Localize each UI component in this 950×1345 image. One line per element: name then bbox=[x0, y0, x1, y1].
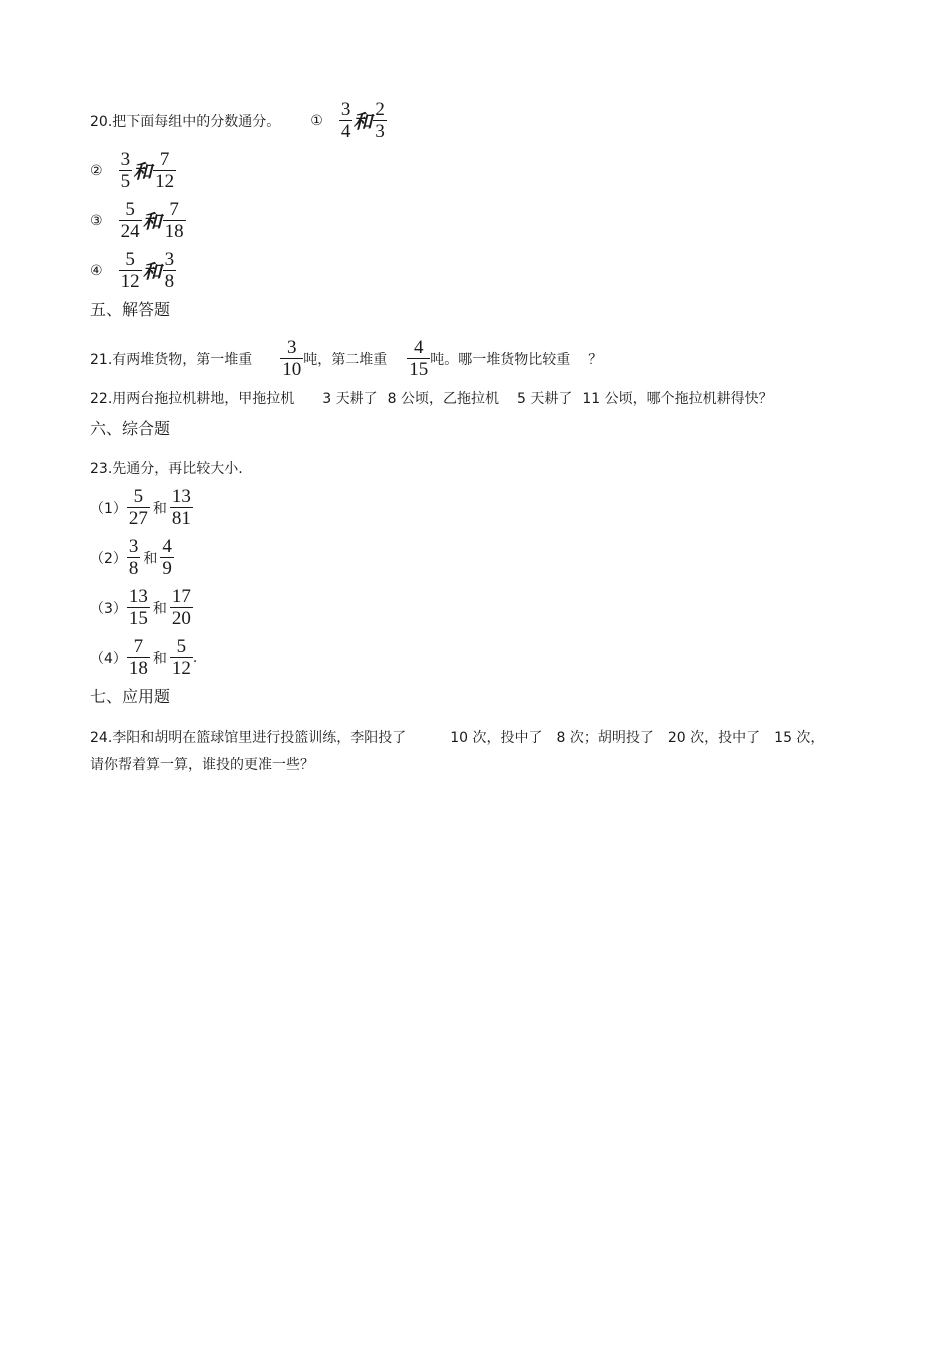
fraction: $\frac{3}{8}$ bbox=[164, 249, 175, 292]
q23-item3-label: （3） bbox=[90, 600, 127, 617]
q24-p5: 15 次， bbox=[774, 730, 825, 746]
q21-part1: 21.有两堆货物，第一堆重 bbox=[90, 351, 253, 368]
q24-p3: 8 次；胡明投了 bbox=[556, 730, 654, 746]
fraction: $\frac{4}{15}$ bbox=[409, 337, 429, 380]
q24-p4: 20 次，投中了 bbox=[667, 730, 761, 746]
he-word: 和 bbox=[142, 211, 162, 233]
q24-line1 bbox=[90, 727, 824, 747]
q23-item2-label: （2） bbox=[90, 550, 127, 567]
q23-item3 bbox=[90, 587, 193, 628]
q23-item1 bbox=[90, 487, 193, 528]
q23-item1-label: （1） bbox=[90, 500, 127, 517]
q21-part2: 吨，第二堆重 bbox=[303, 351, 388, 368]
fraction: $\frac{3}{4}$ bbox=[340, 99, 351, 142]
q23-item4-end: . bbox=[192, 649, 198, 666]
q20-row bbox=[90, 100, 387, 141]
fraction: $\frac{7}{12}$ bbox=[155, 149, 175, 192]
fraction: $\frac{7}{18}$ bbox=[164, 199, 184, 242]
q23-item4-label: （4） bbox=[90, 650, 127, 667]
q24-p2: 10 次，投中了 bbox=[450, 730, 543, 746]
section-heading-6: 六、综合题 bbox=[90, 419, 171, 438]
q22-p1: 22.用两台拖拉机耕地，甲拖拉机 bbox=[90, 391, 295, 407]
he-word: 和 bbox=[152, 600, 167, 617]
fraction: $\frac{3}{10}$ bbox=[282, 337, 302, 380]
q23-item2 bbox=[90, 537, 174, 578]
q23-item4 bbox=[90, 637, 197, 678]
he-word: 和 bbox=[152, 650, 167, 667]
q22-p2: 3 天耕了 bbox=[322, 391, 378, 407]
q23-text: 23.先通分，再比较大小. bbox=[90, 461, 243, 477]
q22-p4: 5 天耕了 bbox=[516, 391, 573, 407]
q20-text: 20.把下面每组中的分数通分。 bbox=[90, 113, 281, 130]
fraction: $\frac{17}{20}$ bbox=[171, 586, 191, 629]
fraction: $\frac{13}{15}$ bbox=[128, 586, 148, 629]
he-word: 和 bbox=[143, 550, 158, 567]
q22-p5: 11 公顷，哪个拖拉机耕得快？ bbox=[582, 391, 773, 407]
q20-item1-mark: ① bbox=[310, 112, 323, 129]
q20-item4 bbox=[90, 250, 176, 291]
he-word: 和 bbox=[152, 500, 167, 517]
q22-row bbox=[90, 388, 773, 408]
fraction: $\frac{5}{12}$ bbox=[171, 636, 191, 679]
fraction: $\frac{13}{81}$ bbox=[171, 486, 191, 529]
q21-part4: ？ bbox=[588, 351, 603, 368]
fraction: $\frac{5}{12}$ bbox=[120, 249, 140, 292]
q24-p1: 24.李阳和胡明在篮球馆里进行投篮训练，李阳投了 bbox=[90, 730, 407, 746]
q24-line2: 请你帮着算一算，谁投的更准一些？ bbox=[90, 757, 314, 773]
fraction: $\frac{7}{18}$ bbox=[128, 636, 148, 679]
section-heading-5: 五、解答题 bbox=[90, 300, 171, 319]
q20-item3 bbox=[90, 200, 186, 241]
q21-row bbox=[90, 338, 602, 379]
q20-item2 bbox=[90, 150, 176, 191]
q20-item2-mark: ② bbox=[90, 162, 103, 179]
fraction: $\frac{5}{27}$ bbox=[128, 486, 148, 529]
fraction: $\frac{4}{9}$ bbox=[162, 536, 172, 579]
fraction: $\frac{5}{24}$ bbox=[120, 199, 140, 242]
he-word: 和 bbox=[353, 111, 373, 133]
q20-item4-mark: ④ bbox=[90, 262, 103, 279]
fraction: $\frac{2}{3}$ bbox=[375, 99, 385, 142]
section-heading-7: 七、应用题 bbox=[90, 687, 171, 706]
q22-p3: 8 公顷，乙拖拉机 bbox=[387, 391, 499, 407]
q21-part3: 吨。哪一堆货物比较重 bbox=[430, 351, 571, 368]
fraction: $\frac{3}{5}$ bbox=[120, 149, 131, 192]
he-word: 和 bbox=[133, 161, 153, 183]
q20-item3-mark: ③ bbox=[90, 212, 103, 229]
fraction: $\frac{3}{8}$ bbox=[128, 536, 139, 579]
he-word: 和 bbox=[142, 261, 162, 283]
